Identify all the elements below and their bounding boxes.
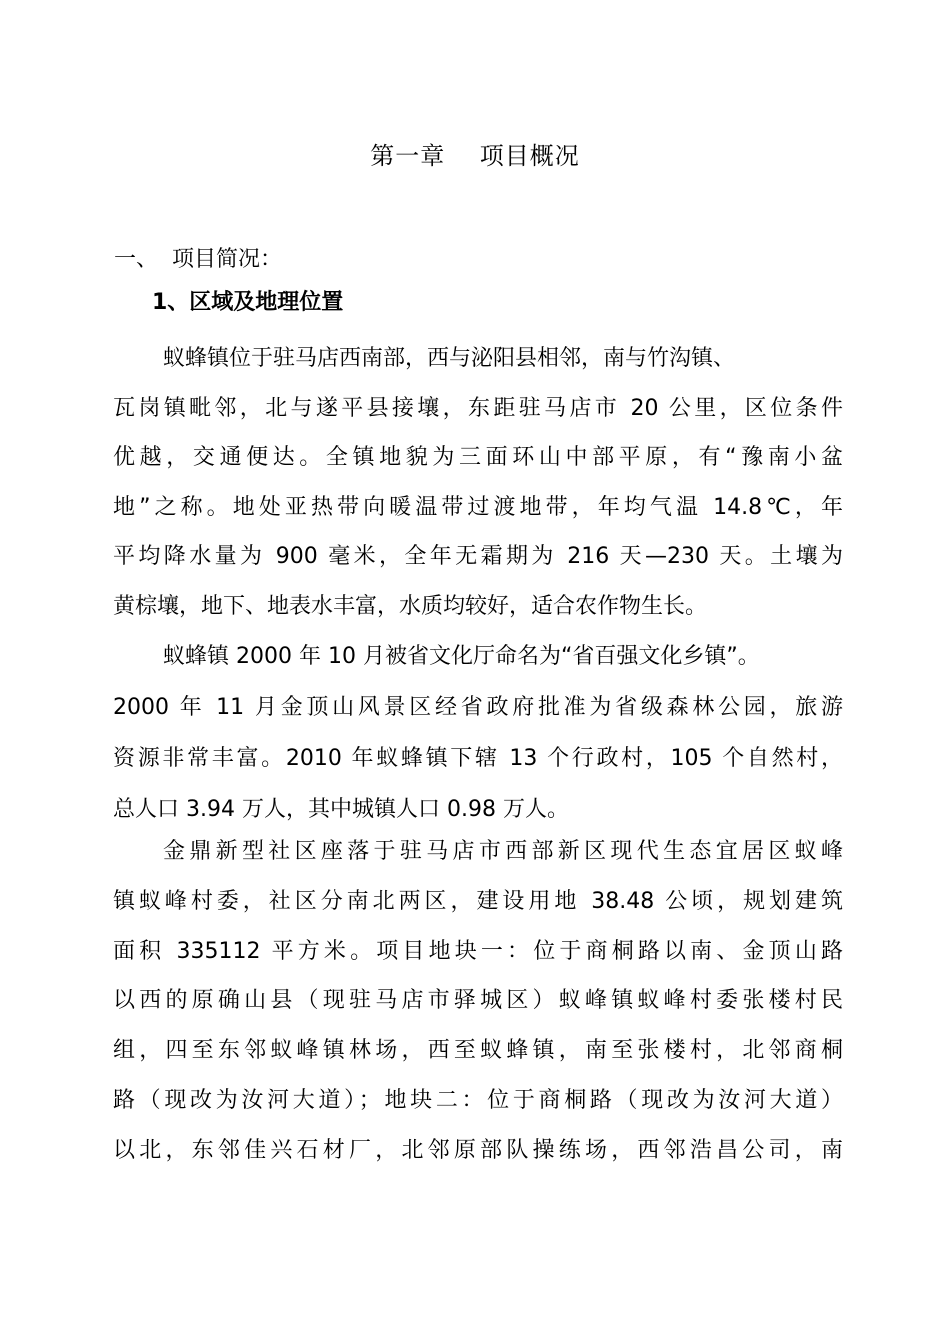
paragraph-line: 组，四至东邻蚁峰镇林场，西至蚁蜂镇，南至张楼村，北邻商桐 bbox=[113, 1038, 843, 1064]
paragraph-line: 平均降水量为 900 毫米，全年无霜期为 216 天—230 天。土壤为 bbox=[113, 544, 843, 569]
section-heading: 一、 项目简况： bbox=[114, 247, 282, 272]
paragraph-line: 优越，交通便达。全镇地貌为三面环山中部平原，有“豫南小盆 bbox=[113, 445, 843, 470]
paragraph-line: 总人口 3.94 万人，其中城镇人口 0.98 万人。 bbox=[113, 797, 569, 822]
paragraph-location bbox=[113, 334, 843, 631]
paragraph-line: 路（现改为汝河大道）；地块二：位于商桐路（现改为汝河大道） bbox=[113, 1087, 843, 1113]
paragraph-line: 地”之称。地处亚热带向暖温带过渡地带，年均气温 14.8℃，年 bbox=[113, 494, 843, 520]
paragraph-line: 蚁蜂镇位于驻马店西南部，西与泌阳县相邻，南与竹沟镇、 bbox=[163, 346, 736, 371]
paragraph-community bbox=[113, 827, 843, 1176]
subsection-heading: 1、区域及地理位置 bbox=[152, 290, 344, 315]
paragraph-line: 以北，东邻佳兴石材厂，北邻原部队操练场，西邻浩昌公司，南 bbox=[113, 1137, 843, 1163]
paragraph-line: 以西的原确山县（现驻马店市驿城区）蚁峰镇蚁峰村委张楼村民 bbox=[113, 988, 843, 1014]
paragraph-line: 金鼎新型社区座落于驻马店市西部新区现代生态宜居区蚁峰 bbox=[163, 839, 843, 864]
paragraph-line: 黄棕壤，地下、地表水丰富，水质均较好，适合农作物生长。 bbox=[113, 593, 708, 619]
paragraph-line: 蚁蜂镇 2000 年 10 月被省文化厅命名为“省百强文化乡镇”。 bbox=[163, 644, 760, 669]
chapter-title: 第一章 项目概况 bbox=[370, 142, 580, 170]
paragraph-line: 面积 335112 平方米。项目地块一：位于商桐路以南、金顶山路 bbox=[113, 938, 843, 964]
paragraph-line: 资源非常丰富。2010 年蚁蜂镇下辖 13 个行政村，105 个自然村， bbox=[113, 746, 843, 771]
paragraph-line: 2000 年 11 月金顶山风景区经省政府批准为省级森林公园，旅游 bbox=[113, 695, 843, 720]
paragraph-culture bbox=[113, 631, 843, 835]
paragraph-line: 瓦岗镇毗邻，北与遂平县接壤，东距驻马店市 20 公里，区位条件 bbox=[113, 395, 843, 421]
paragraph-line: 镇蚁峰村委，社区分南北两区，建设用地 38.48 公顷，规划建筑 bbox=[113, 888, 843, 914]
